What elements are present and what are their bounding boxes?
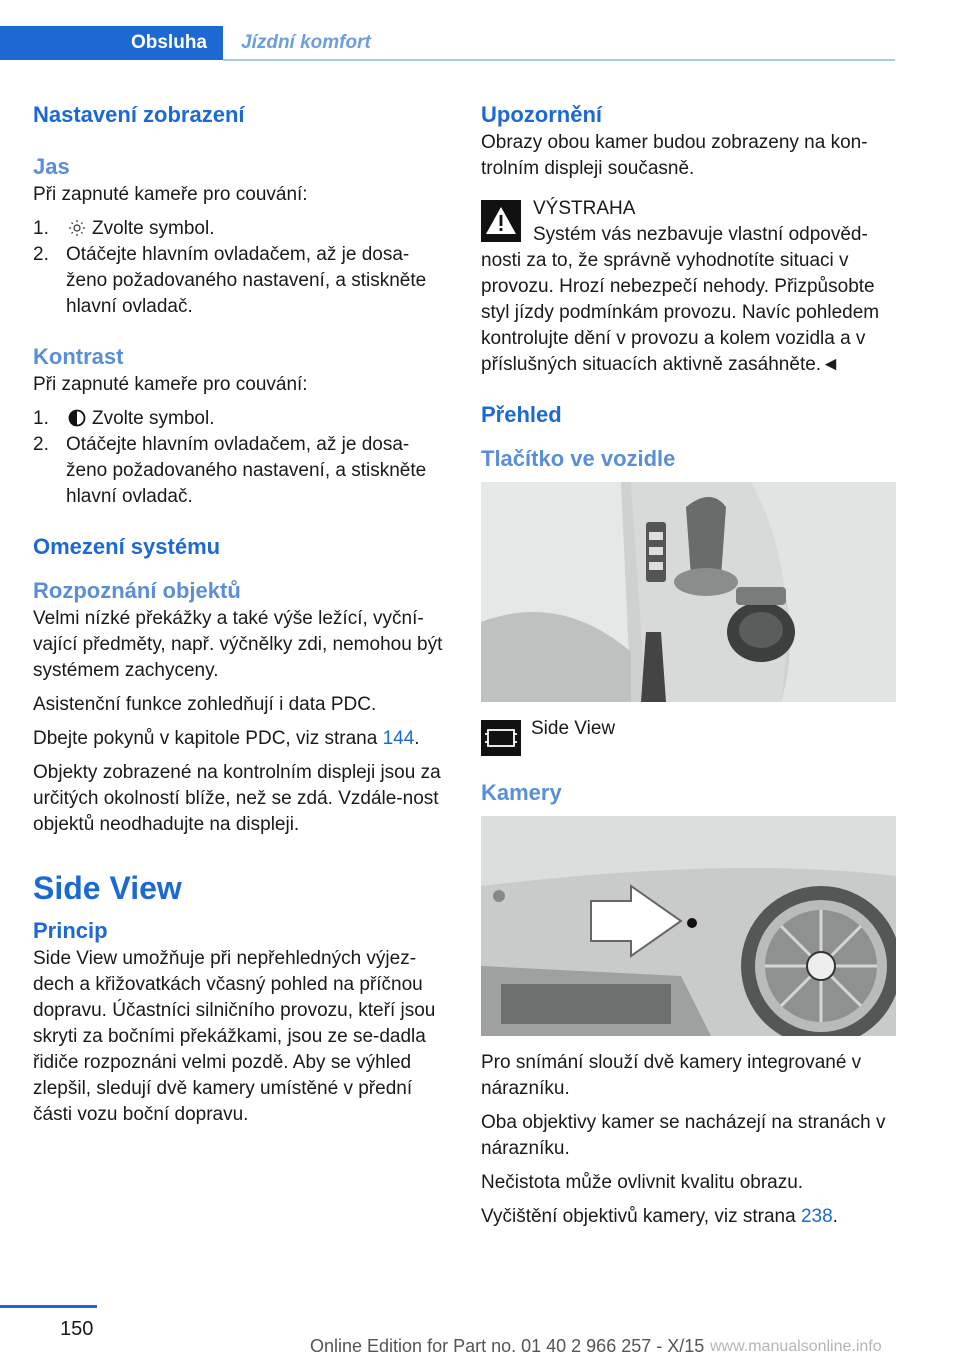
list-number: 2. [33,434,49,455]
tab-divider [223,59,895,61]
paragraph: Obrazy obou kamer budou zobrazeny na kon‐trolním displeji současně. [481,132,868,179]
footer-accent-line [0,1305,97,1308]
right-column [481,100,896,1230]
side-view-icon [481,720,521,756]
heading-side-view: Side View [33,870,182,906]
list-item [33,432,443,510]
list-number: 1. [33,408,49,429]
watermark: www.manualsonline.info [710,1338,882,1355]
paragraph: Objekty zobrazené na kontrolním displeji jsou za určitých okolností blíže, než se zdá. Vzdále‐nost objektů neodhadujte na displeji. [33,762,441,835]
paragraph-text: . [414,728,420,749]
heading-jas: Jas [33,154,70,179]
heading-tlacitko-ve-vozidle: Tlačítko ve vozidle [481,446,676,471]
list-text: Zvolte symbol. [92,218,215,239]
left-column [33,100,443,1128]
warning-box [481,196,896,378]
paragraph: Side View umožňuje při nepřehledných výjez‐dech a křižovatkách včasný pohled na příčnou dopravu. Účastníci silničního provozu, kteří jsou skryti za bočními překážkami, jsou ze se‐dadla řidiče rozpoznáni velmi pozdě. Aby se výhled zlepšil, sledují dvě kamery umístěné v přední části vozu boční dopravu. [33,948,436,1125]
edition-text: Online Edition for Part no. 01 40 2 966 257 - X/15 [310,1336,705,1356]
paragraph-text: Vyčištění objektivů kamery, viz strana [481,1206,801,1227]
paragraph: Asistenční funkce zohledňují i data PDC. [33,694,377,715]
list-text: Otáčejte hlavním ovladačem, až je dosa‐ženo požadovaného nastavení, a stiskněte hlavní ovladač. [66,244,427,317]
page-link-238[interactable]: 238 [800,1206,833,1227]
heading-kamery: Kamery [481,780,562,805]
paragraph: Oba objektivy kamer se nacházejí na stranách v nárazníku. [481,1112,886,1159]
list-number: 2. [33,244,49,265]
warning-icon [481,200,521,242]
paragraph [481,1204,896,1230]
page-link-144[interactable]: 144 [382,728,415,749]
list-number: 1. [33,218,49,239]
list-item [33,406,443,432]
heading-kontrast: Kontrast [33,344,124,369]
side-view-label: Side View [531,718,616,739]
list-text: Zvolte symbol. [92,408,215,429]
header-tabs [0,26,895,60]
kontrast-intro: Při zapnuté kameře pro couvání: [33,374,308,395]
paragraph: Pro snímání slouží dvě kamery integrované v nárazníku. [481,1052,862,1099]
tab-obsluha[interactable]: Obsluha [0,26,223,60]
heading-upozorneni: Upozornění [481,102,602,127]
paragraph-text: . [832,1206,838,1227]
brightness-icon [66,219,88,237]
warning-title: VÝSTRAHA [533,198,636,219]
list-text: Otáčejte hlavním ovladačem, až je dosa‐ženo požadovaného nastavení, a stiskněte hlavní ovladač. [66,434,427,507]
page-number: 150 [60,1318,94,1340]
jas-intro: Při zapnuté kameře pro couvání: [33,184,308,205]
warning-text: Systém vás nezbavuje vlastní odpověd‐nosti za to, že správně vyhodnotíte situaci v provozu. Hrozí nebezpečí nehody. Přizpůsobte styl jízdy podmínkám provozu. Navíc pohledem kontrolujte dění v provozu a kolem vozidla a v příslušných situacích aktivně zasáhněte.◄ [481,224,880,375]
list-item [33,216,443,242]
paragraph [33,726,443,752]
list-item [33,242,443,320]
heading-rozpoznani-objektu: Rozpoznání objektů [33,578,241,603]
paragraph: Velmi nízké překážky a také výše ležící, vyční‐vající předměty, např. výčnělky zdi, nemohou být systémem zachyceny. [33,608,443,681]
bumper-camera-photo [481,816,896,1036]
paragraph-text: Dbejte pokynů v kapitole PDC, viz strana [33,728,383,749]
heading-prehled: Přehled [481,402,562,427]
tab-jizdni-komfort[interactable]: Jízdní komfort [241,32,371,53]
center-console-photo [481,482,896,702]
heading-princip: Princip [33,918,108,943]
heading-omezeni-systemu: Omezení systému [33,534,221,559]
paragraph: Nečistota může ovlivnit kvalitu obrazu. [481,1172,804,1193]
side-view-button-row [481,716,896,756]
contrast-icon [66,409,88,427]
heading-nastaveni-zobrazeni: Nastavení zobrazení [33,102,245,127]
